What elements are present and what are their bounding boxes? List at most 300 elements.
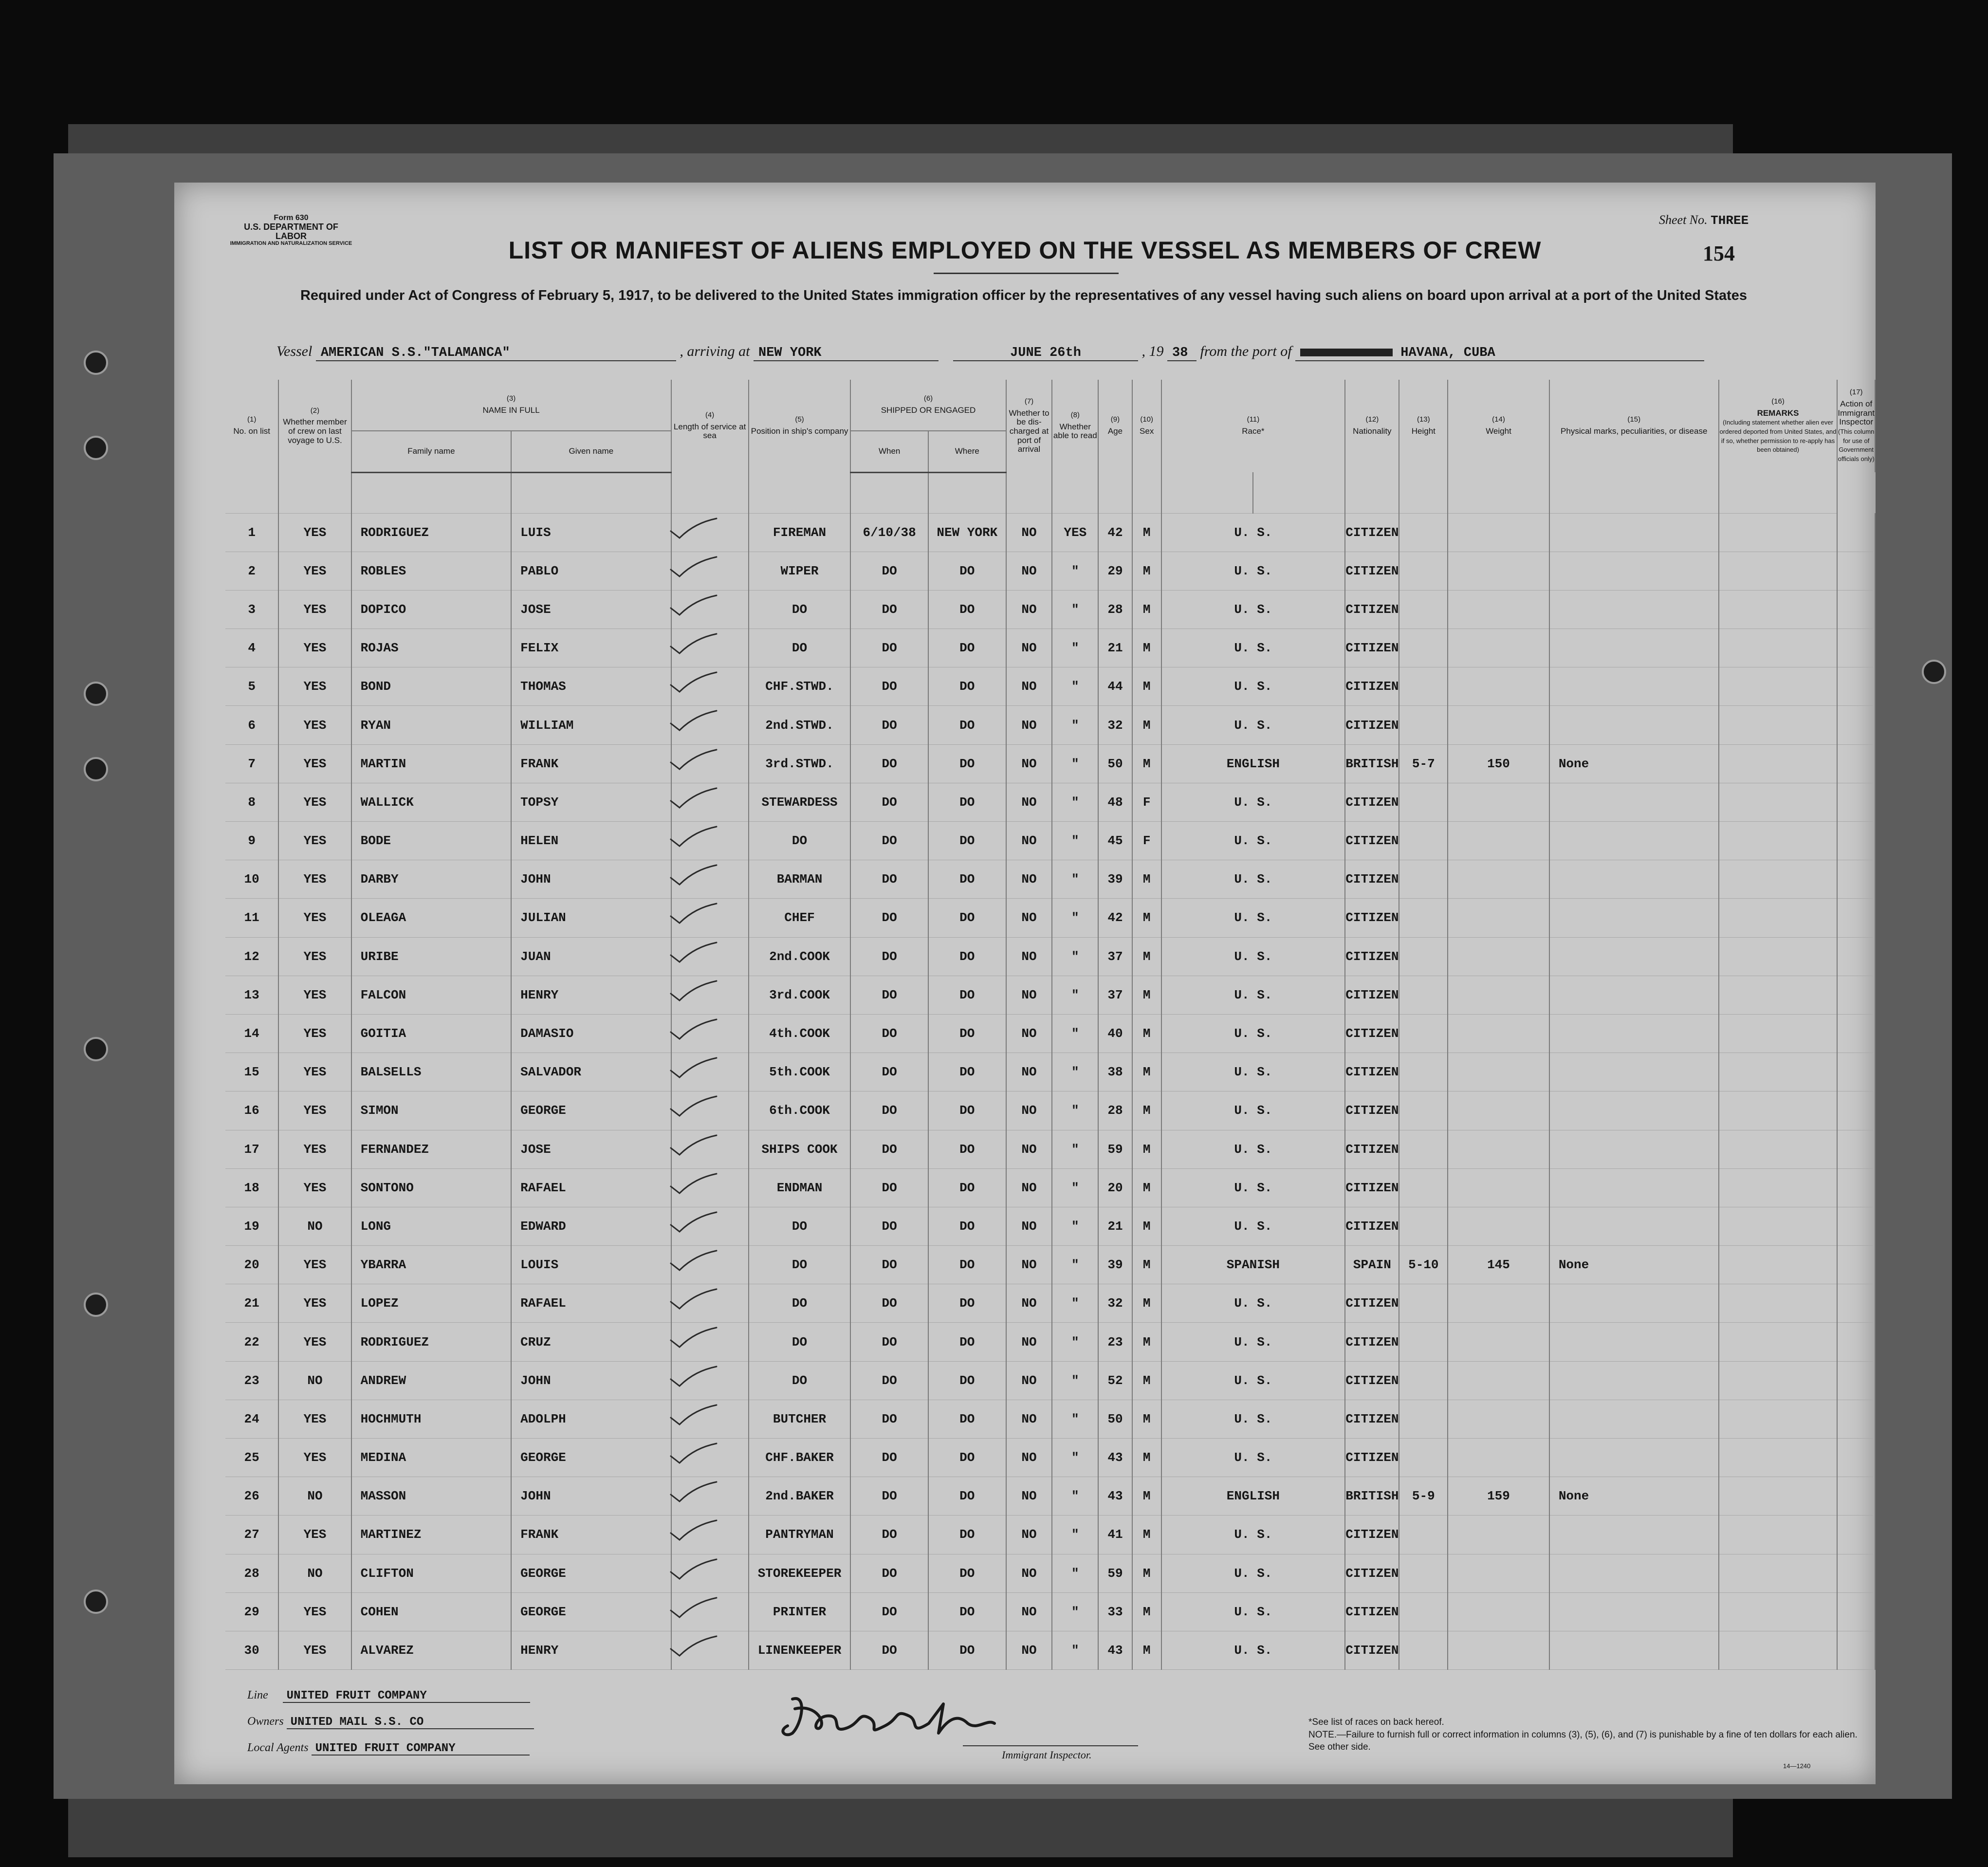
- able-to-read-cell: ": [1052, 1439, 1098, 1477]
- given-name-cell: JOHN: [511, 1477, 671, 1516]
- table-row: [225, 1207, 1875, 1245]
- able-to-read-cell: ": [1052, 899, 1098, 937]
- discharged-cell: NO: [1006, 1053, 1052, 1091]
- age-cell: 21: [1098, 629, 1132, 667]
- height-cell: 5-10: [1399, 1246, 1448, 1284]
- previous-voyage-cell: YES: [278, 1246, 351, 1284]
- weight-cell: [1448, 706, 1549, 744]
- crew-number-cell: 24: [225, 1400, 278, 1438]
- check-mark-icon: [666, 518, 719, 540]
- header-family-name: Family name: [351, 431, 512, 472]
- crew-number-cell: 11: [225, 899, 278, 937]
- sex-cell: M: [1132, 744, 1161, 783]
- table-row: [225, 1246, 1875, 1284]
- nationality-cell: CITIZEN: [1345, 667, 1399, 706]
- previous-voyage-cell: YES: [278, 629, 351, 667]
- previous-voyage-cell: YES: [278, 1516, 351, 1554]
- previous-voyage-cell: YES: [278, 744, 351, 783]
- crew-number-cell: 12: [225, 937, 278, 976]
- remarks-cell: [1719, 1130, 1838, 1168]
- nationality-cell: CITIZEN: [1345, 899, 1399, 937]
- manifest-sheet: [174, 183, 1876, 1784]
- owners-value: UNITED MAIL S.S. CO: [287, 1717, 534, 1729]
- service-check-cell: [671, 590, 749, 628]
- weight-cell: [1448, 1361, 1549, 1400]
- nationality-cell: BRITISH: [1345, 1477, 1399, 1516]
- header-discharged: (7) Whether to be dis-charged at port of arrival: [1006, 380, 1052, 472]
- table-row: [225, 1014, 1875, 1053]
- height-cell: [1399, 1554, 1448, 1592]
- weight-cell: [1448, 590, 1549, 628]
- sex-cell: M: [1132, 1053, 1161, 1091]
- given-name-cell: RAFAEL: [511, 1168, 671, 1207]
- header-when: When: [850, 431, 928, 472]
- table-row: [225, 1284, 1875, 1323]
- shipped-where-cell: DO: [928, 706, 1006, 744]
- crew-number-cell: 15: [225, 1053, 278, 1091]
- shipped-when-cell: DO: [850, 1554, 928, 1592]
- check-mark-icon: [666, 826, 719, 848]
- service-check-cell: [671, 1130, 749, 1168]
- shipped-where-cell: DO: [928, 783, 1006, 821]
- race-cell: U. S.: [1161, 976, 1345, 1014]
- position-cell: 2nd.STWD.: [749, 706, 851, 744]
- departure-port-field: [1295, 346, 1704, 361]
- inspector-action-cell: [1837, 822, 1875, 860]
- height-cell: 5-9: [1399, 1477, 1448, 1516]
- shipped-when-cell: DO: [850, 783, 928, 821]
- remarks-cell: [1719, 1284, 1838, 1323]
- remarks-cell: [1719, 706, 1838, 744]
- nationality-cell: CITIZEN: [1345, 1592, 1399, 1631]
- remarks-cell: [1719, 822, 1838, 860]
- race-cell: U. S.: [1161, 1168, 1345, 1207]
- age-cell: 50: [1098, 744, 1132, 783]
- check-mark-icon: [666, 1442, 719, 1465]
- remarks-cell: [1719, 860, 1838, 899]
- struck-out-word: [1300, 349, 1393, 356]
- position-cell: DO: [749, 1284, 851, 1323]
- nationality-cell: CITIZEN: [1345, 860, 1399, 899]
- nationality-cell: CITIZEN: [1345, 1091, 1399, 1130]
- given-name-cell: EDWARD: [511, 1207, 671, 1245]
- inspector-action-cell: [1837, 590, 1875, 628]
- agents-value: UNITED FRUIT COMPANY: [312, 1743, 530, 1756]
- shipped-when-cell: DO: [850, 1631, 928, 1669]
- crew-number-cell: 7: [225, 744, 278, 783]
- header-shipped-or-engaged: (6) SHIPPED OR ENGAGED: [850, 380, 1006, 431]
- shipped-when-cell: DO: [850, 1477, 928, 1516]
- service-check-cell: [671, 1477, 749, 1516]
- position-cell: BARMAN: [749, 860, 851, 899]
- shipped-where-cell: DO: [928, 552, 1006, 590]
- sex-cell: M: [1132, 860, 1161, 899]
- height-cell: [1399, 860, 1448, 899]
- age-cell: 50: [1098, 1400, 1132, 1438]
- given-name-cell: FRANK: [511, 1516, 671, 1554]
- service-name: IMMIGRATION AND NATURALIZATION SERVICE: [230, 240, 352, 246]
- arriving-label: , arriving at: [680, 343, 750, 359]
- check-mark-icon: [666, 556, 719, 578]
- race-cell: U. S.: [1161, 1400, 1345, 1438]
- physical-marks-cell: [1549, 1207, 1719, 1245]
- crew-number-cell: 20: [225, 1246, 278, 1284]
- race-cell: U. S.: [1161, 937, 1345, 976]
- family-name-cell: ALVAREZ: [351, 1631, 512, 1669]
- able-to-read-cell: ": [1052, 1014, 1098, 1053]
- remarks-cell: [1719, 1168, 1838, 1207]
- inspector-action-cell: [1837, 1207, 1875, 1245]
- previous-voyage-cell: YES: [278, 860, 351, 899]
- sex-cell: M: [1132, 1631, 1161, 1669]
- physical-marks-cell: [1549, 706, 1719, 744]
- sheet-number: [1659, 213, 1749, 228]
- inspector-action-cell: [1837, 1516, 1875, 1554]
- given-name-cell: GEORGE: [511, 1439, 671, 1477]
- previous-voyage-cell: YES: [278, 667, 351, 706]
- sex-cell: M: [1132, 706, 1161, 744]
- given-name-cell: HENRY: [511, 1631, 671, 1669]
- shipped-when-cell: DO: [850, 1053, 928, 1091]
- table-spacer-row: [225, 472, 1875, 513]
- nationality-cell: CITIZEN: [1345, 822, 1399, 860]
- family-name-cell: MARTIN: [351, 744, 512, 783]
- service-check-cell: [671, 1554, 749, 1592]
- able-to-read-cell: ": [1052, 552, 1098, 590]
- family-name-cell: GOITIA: [351, 1014, 512, 1053]
- check-mark-icon: [666, 1018, 719, 1041]
- able-to-read-cell: ": [1052, 1516, 1098, 1554]
- header-able-to-read: (8) Whether able to read: [1052, 380, 1098, 472]
- discharged-cell: NO: [1006, 783, 1052, 821]
- discharged-cell: NO: [1006, 822, 1052, 860]
- race-cell: U. S.: [1161, 783, 1345, 821]
- table-row: [225, 899, 1875, 937]
- family-name-cell: HOCHMUTH: [351, 1400, 512, 1438]
- race-cell: U. S.: [1161, 1516, 1345, 1554]
- shipped-when-cell: DO: [850, 822, 928, 860]
- remarks-cell: [1719, 976, 1838, 1014]
- age-cell: 39: [1098, 1246, 1132, 1284]
- discharged-cell: NO: [1006, 744, 1052, 783]
- shipped-where-cell: DO: [928, 1477, 1006, 1516]
- inspector-action-cell: [1837, 976, 1875, 1014]
- crew-number-cell: 14: [225, 1014, 278, 1053]
- document-subtitle: Required under Act of Congress of February 5, 1917, to be delivered to the United States immigration officer by the representatives of any vessel having such aliens on board upon arrival at a port of the United States: [300, 288, 1748, 303]
- family-name-cell: YBARRA: [351, 1246, 512, 1284]
- position-cell: LINENKEEPER: [749, 1631, 851, 1669]
- nationality-cell: CITIZEN: [1345, 1400, 1399, 1438]
- service-check-cell: [671, 513, 749, 552]
- check-mark-icon: [666, 1095, 719, 1118]
- header-nationality: (12) Nationality: [1345, 380, 1399, 472]
- age-cell: 29: [1098, 552, 1132, 590]
- discharged-cell: NO: [1006, 860, 1052, 899]
- footer-notes: [1308, 1716, 1873, 1754]
- position-cell: FIREMAN: [749, 513, 851, 552]
- crew-number-cell: 10: [225, 860, 278, 899]
- inspector-action-cell: [1837, 1361, 1875, 1400]
- crew-number-cell: 30: [225, 1631, 278, 1669]
- sex-cell: M: [1132, 552, 1161, 590]
- discharged-cell: NO: [1006, 1554, 1052, 1592]
- physical-marks-cell: [1549, 1361, 1719, 1400]
- height-cell: [1399, 590, 1448, 628]
- shipped-where-cell: DO: [928, 1207, 1006, 1245]
- weight-cell: [1448, 976, 1549, 1014]
- punch-hole: [84, 436, 108, 460]
- crew-number-cell: 1: [225, 513, 278, 552]
- weight-cell: [1448, 1014, 1549, 1053]
- sex-cell: M: [1132, 1246, 1161, 1284]
- arrival-port: NEW YORK: [754, 346, 939, 361]
- discharged-cell: NO: [1006, 899, 1052, 937]
- table-row: [225, 1439, 1875, 1477]
- inspector-action-cell: [1837, 1284, 1875, 1323]
- races-note: *See list of races on back hereof.: [1308, 1717, 1444, 1727]
- shipped-when-cell: DO: [850, 1439, 928, 1477]
- shipped-where-cell: DO: [928, 1592, 1006, 1631]
- department-name: U.S. DEPARTMENT OF LABOR: [244, 222, 338, 241]
- weight-cell: [1448, 1091, 1549, 1130]
- weight-cell: [1448, 1168, 1549, 1207]
- physical-marks-cell: [1549, 1554, 1719, 1592]
- discharged-cell: NO: [1006, 1516, 1052, 1554]
- age-cell: 28: [1098, 590, 1132, 628]
- family-name-cell: LONG: [351, 1207, 512, 1245]
- shipped-when-cell: DO: [850, 1400, 928, 1438]
- race-cell: U. S.: [1161, 1130, 1345, 1168]
- sex-cell: M: [1132, 1207, 1161, 1245]
- given-name-cell: JOHN: [511, 1361, 671, 1400]
- inspector-action-cell: [1837, 552, 1875, 590]
- check-mark-icon: [666, 1519, 719, 1542]
- able-to-read-cell: ": [1052, 783, 1098, 821]
- age-cell: 44: [1098, 667, 1132, 706]
- weight-cell: [1448, 1323, 1549, 1361]
- shipped-where-cell: DO: [928, 590, 1006, 628]
- able-to-read-cell: ": [1052, 1091, 1098, 1130]
- sex-cell: M: [1132, 629, 1161, 667]
- line-label: Line: [247, 1689, 268, 1701]
- table-row: [225, 822, 1875, 860]
- given-name-cell: JOHN: [511, 860, 671, 899]
- physical-marks-cell: [1549, 629, 1719, 667]
- sex-cell: M: [1132, 1168, 1161, 1207]
- height-cell: [1399, 1053, 1448, 1091]
- race-cell: U. S.: [1161, 1053, 1345, 1091]
- nationality-cell: CITIZEN: [1345, 783, 1399, 821]
- service-check-cell: [671, 744, 749, 783]
- check-mark-icon: [666, 980, 719, 1002]
- check-mark-icon: [666, 1366, 719, 1388]
- height-cell: [1399, 899, 1448, 937]
- age-cell: 20: [1098, 1168, 1132, 1207]
- given-name-cell: FRANK: [511, 744, 671, 783]
- service-check-cell: [671, 1631, 749, 1669]
- given-name-cell: GEORGE: [511, 1592, 671, 1631]
- shipped-where-cell: DO: [928, 937, 1006, 976]
- previous-voyage-cell: YES: [278, 822, 351, 860]
- remarks-cell: [1719, 1053, 1838, 1091]
- weight-cell: [1448, 899, 1549, 937]
- shipped-when-cell: DO: [850, 1130, 928, 1168]
- header-previous-voyage: (2) Whether member of crew on last voyage to U.S.: [278, 380, 351, 472]
- remarks-cell: [1719, 1091, 1838, 1130]
- previous-voyage-cell: NO: [278, 1554, 351, 1592]
- line-value: UNITED FRUIT COMPANY: [283, 1690, 530, 1703]
- family-name-cell: BALSELLS: [351, 1053, 512, 1091]
- punch-hole: [84, 682, 108, 706]
- check-mark-icon: [666, 1173, 719, 1195]
- remarks-cell: [1719, 1554, 1838, 1592]
- punch-hole: [1922, 660, 1946, 684]
- check-mark-icon: [666, 633, 719, 655]
- age-cell: 21: [1098, 1207, 1132, 1245]
- sex-cell: M: [1132, 1130, 1161, 1168]
- weight-cell: [1448, 629, 1549, 667]
- weight-cell: [1448, 667, 1549, 706]
- able-to-read-cell: ": [1052, 1284, 1098, 1323]
- weight-cell: [1448, 552, 1549, 590]
- given-name-cell: PABLO: [511, 552, 671, 590]
- position-cell: 6th.COOK: [749, 1091, 851, 1130]
- remarks-cell: [1719, 1631, 1838, 1669]
- document-title: LIST OR MANIFEST OF ALIENS EMPLOYED ON THE VESSEL AS MEMBERS OF CREW: [508, 237, 1542, 264]
- height-cell: [1399, 1168, 1448, 1207]
- nationality-cell: BRITISH: [1345, 744, 1399, 783]
- service-check-cell: [671, 1246, 749, 1284]
- previous-voyage-cell: YES: [278, 590, 351, 628]
- position-cell: CHF.STWD.: [749, 667, 851, 706]
- sex-cell: M: [1132, 590, 1161, 628]
- inspector-action-cell: [1837, 1439, 1875, 1477]
- family-name-cell: OLEAGA: [351, 899, 512, 937]
- able-to-read-cell: ": [1052, 1554, 1098, 1592]
- position-cell: PANTRYMAN: [749, 1516, 851, 1554]
- remarks-cell: [1719, 513, 1838, 552]
- nationality-cell: CITIZEN: [1345, 1439, 1399, 1477]
- nationality-cell: CITIZEN: [1345, 513, 1399, 552]
- race-cell: SPANISH: [1161, 1246, 1345, 1284]
- discharged-cell: NO: [1006, 1631, 1052, 1669]
- service-check-cell: [671, 1361, 749, 1400]
- family-name-cell: CLIFTON: [351, 1554, 512, 1592]
- given-name-cell: GEORGE: [511, 1091, 671, 1130]
- remarks-cell: [1719, 1516, 1838, 1554]
- physical-marks-cell: [1549, 937, 1719, 976]
- height-cell: [1399, 1592, 1448, 1631]
- remarks-cell: [1719, 1361, 1838, 1400]
- inspector-action-cell: [1837, 783, 1875, 821]
- service-check-cell: [671, 1284, 749, 1323]
- able-to-read-cell: YES: [1052, 513, 1098, 552]
- remarks-cell: [1719, 1246, 1838, 1284]
- nationality-cell: CITIZEN: [1345, 1631, 1399, 1669]
- weight-cell: [1448, 1053, 1549, 1091]
- vessel-label: Vessel: [276, 343, 313, 359]
- family-name-cell: DARBY: [351, 860, 512, 899]
- age-cell: 43: [1098, 1477, 1132, 1516]
- given-name-cell: LUIS: [511, 513, 671, 552]
- sex-cell: M: [1132, 937, 1161, 976]
- service-check-cell: [671, 822, 749, 860]
- family-name-cell: RODRIGUEZ: [351, 1323, 512, 1361]
- age-cell: 52: [1098, 1361, 1132, 1400]
- inspector-action-cell: [1837, 667, 1875, 706]
- service-check-cell: [671, 629, 749, 667]
- family-name-cell: BOND: [351, 667, 512, 706]
- inspector-action-cell: [1837, 1246, 1875, 1284]
- service-check-cell: [671, 1592, 749, 1631]
- physical-marks-cell: [1549, 1323, 1719, 1361]
- given-name-cell: LOUIS: [511, 1246, 671, 1284]
- crew-number-cell: 17: [225, 1130, 278, 1168]
- given-name-cell: DAMASIO: [511, 1014, 671, 1053]
- check-mark-icon: [666, 942, 719, 964]
- check-mark-icon: [666, 1288, 719, 1311]
- service-check-cell: [671, 1168, 749, 1207]
- position-cell: DO: [749, 1361, 851, 1400]
- shipped-when-cell: DO: [850, 860, 928, 899]
- height-cell: [1399, 706, 1448, 744]
- service-check-cell: [671, 1516, 749, 1554]
- form-number: Form 630: [274, 214, 309, 222]
- punch-hole: [84, 351, 108, 375]
- nationality-cell: CITIZEN: [1345, 1361, 1399, 1400]
- position-cell: 3rd.COOK: [749, 976, 851, 1014]
- sex-cell: M: [1132, 513, 1161, 552]
- shipped-when-cell: 6/10/38: [850, 513, 928, 552]
- discharged-cell: NO: [1006, 552, 1052, 590]
- given-name-cell: HENRY: [511, 976, 671, 1014]
- table-row: [225, 1361, 1875, 1400]
- service-check-cell: [671, 783, 749, 821]
- height-cell: [1399, 1516, 1448, 1554]
- crew-number-cell: 18: [225, 1168, 278, 1207]
- age-cell: 39: [1098, 860, 1132, 899]
- table-row: [225, 1631, 1875, 1669]
- header-length-of-service: (4) Length of service at sea: [671, 380, 749, 472]
- discharged-cell: NO: [1006, 629, 1052, 667]
- weight-cell: [1448, 822, 1549, 860]
- remarks-cell: [1719, 937, 1838, 976]
- shipped-where-cell: DO: [928, 629, 1006, 667]
- height-cell: [1399, 1284, 1448, 1323]
- given-name-cell: FELIX: [511, 629, 671, 667]
- table-row: [225, 1554, 1875, 1592]
- sex-cell: M: [1132, 1091, 1161, 1130]
- shipped-where-cell: DO: [928, 1091, 1006, 1130]
- race-cell: U. S.: [1161, 1091, 1345, 1130]
- age-cell: 28: [1098, 1091, 1132, 1130]
- header-inspector-action: (17) Action of Immigrant Inspector (This column for use of Government officials only): [1837, 380, 1875, 472]
- weight-cell: 150: [1448, 744, 1549, 783]
- weight-cell: [1448, 1207, 1549, 1245]
- physical-marks-cell: [1549, 1284, 1719, 1323]
- crew-number-cell: 16: [225, 1091, 278, 1130]
- punch-hole: [84, 1037, 108, 1061]
- discharged-cell: NO: [1006, 1361, 1052, 1400]
- previous-voyage-cell: YES: [278, 1091, 351, 1130]
- physical-marks-cell: [1549, 1091, 1719, 1130]
- age-cell: 59: [1098, 1554, 1132, 1592]
- physical-marks-cell: [1549, 1516, 1719, 1554]
- check-mark-icon: [666, 1404, 719, 1426]
- height-cell: [1399, 1014, 1448, 1053]
- height-cell: [1399, 667, 1448, 706]
- shipped-where-cell: DO: [928, 1284, 1006, 1323]
